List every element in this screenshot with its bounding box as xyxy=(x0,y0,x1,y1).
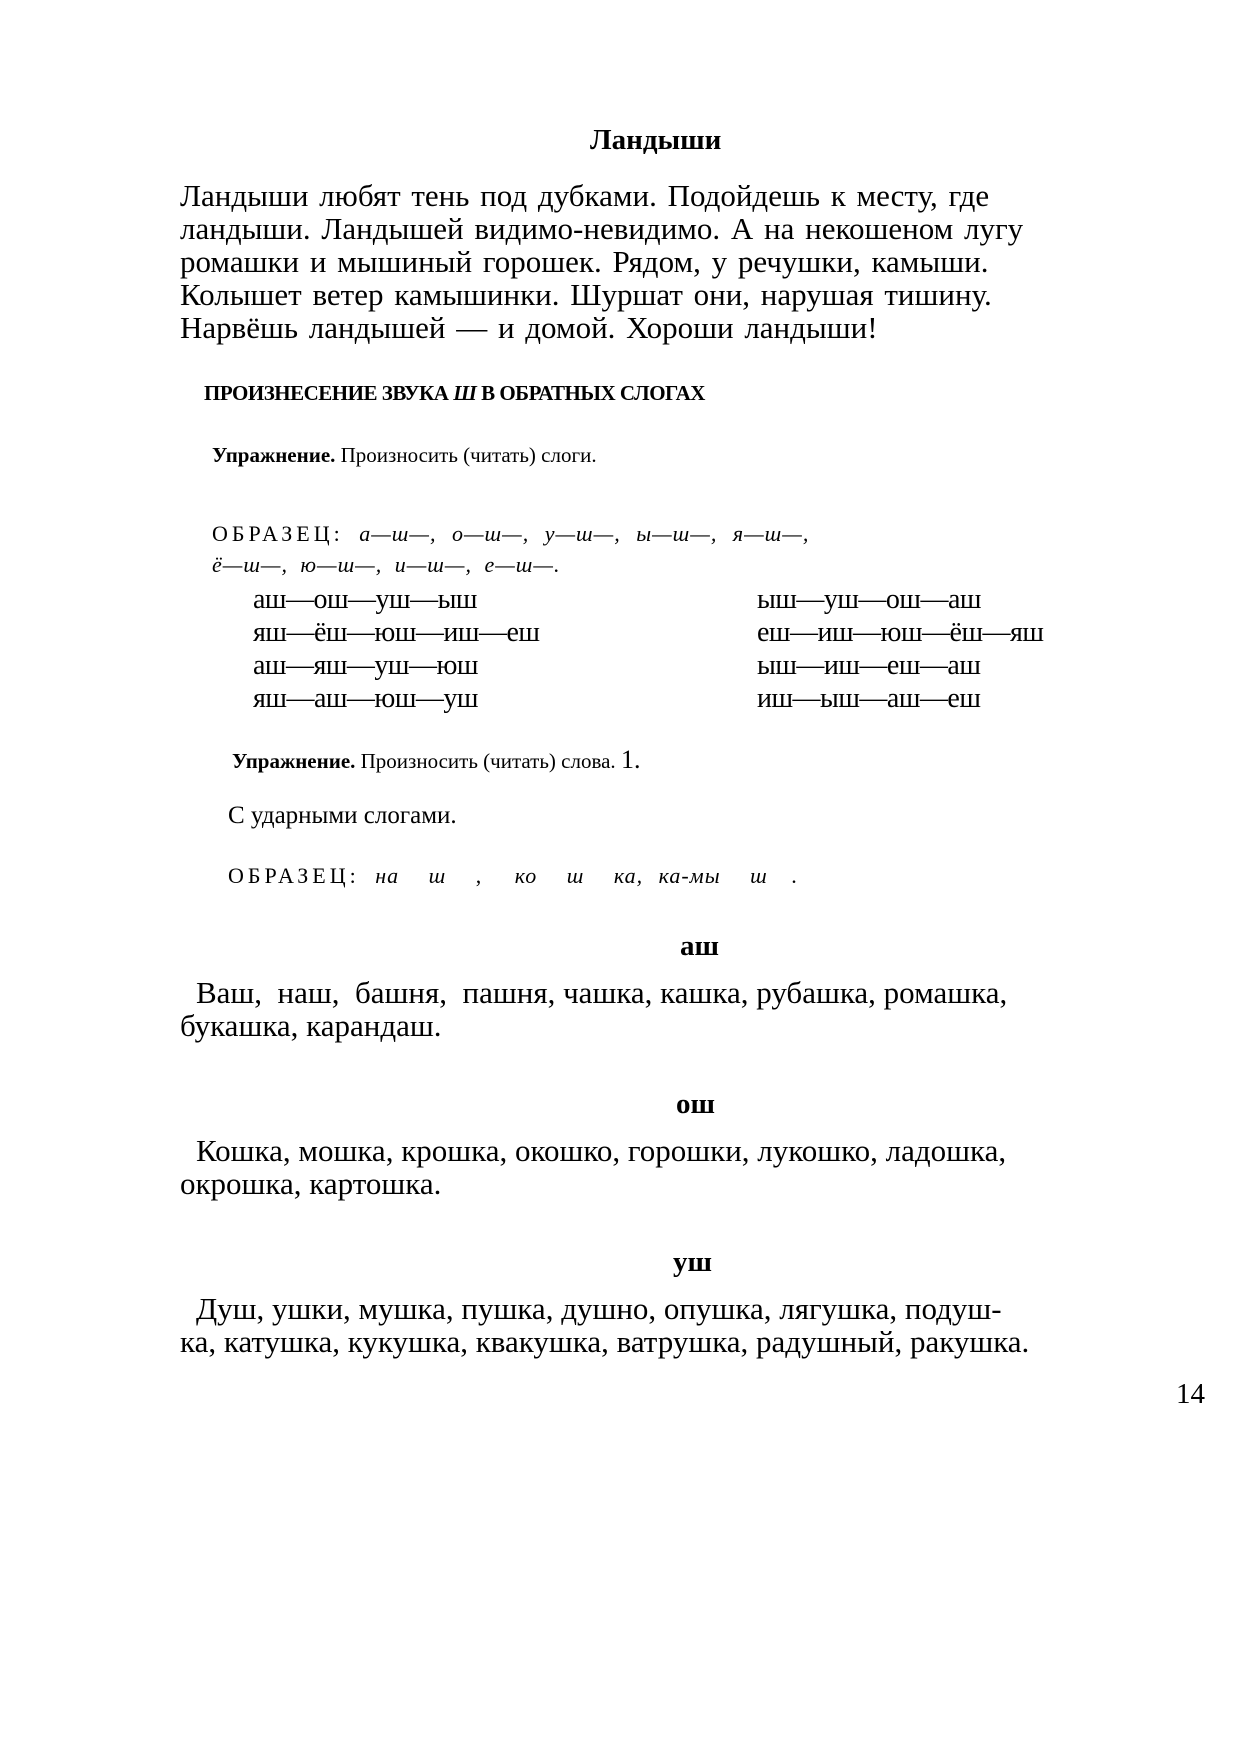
exercise-words xyxy=(232,745,640,775)
sample-item: ё—ш—, ю—ш—, и—ш—, е—ш—. xyxy=(212,552,561,577)
exercise-syllables xyxy=(212,443,597,468)
group-heading: аш xyxy=(680,930,719,962)
sample-label: ОБРАЗЕЦ: xyxy=(228,863,360,888)
syllable-row: ыш—иш—еш—аш xyxy=(757,650,981,681)
story-text xyxy=(180,179,1146,344)
syllable-row: еш—иш—юш—ёш—яш xyxy=(757,617,1044,648)
word-list xyxy=(180,1133,1206,1201)
syllable-row: яш—ёш—юш—иш—еш xyxy=(253,617,540,648)
story-title: Ландыши xyxy=(590,124,722,156)
story-line: ландыши. Ландышей видимо-невидимо. А на некошеном лугу xyxy=(180,211,1024,246)
stressed-caption: С ударными слогами. xyxy=(228,802,457,829)
word-line: ка, катушка, кукушка, квакушка, ватрушка, радушный, ракушка. xyxy=(180,1324,1030,1359)
sample-part: ка, xyxy=(613,863,644,888)
sample-label: ОБРАЗЕЦ: xyxy=(212,521,344,546)
sample-item: а—ш—, xyxy=(359,521,437,546)
sample-part: на xyxy=(375,863,400,888)
syllables-right-column xyxy=(757,583,1043,715)
story-line: Нарвёшь ландышей — и домой. Хороши ландыши! xyxy=(180,310,878,345)
word-line: Кошка, мошка, крошка, окошко, горошки, лукошко, ладошка, xyxy=(196,1133,1007,1168)
story-line: Ландыши любят тень под дубками. Подойдешь к месту, где xyxy=(180,178,990,213)
sample-item: я—ш—, xyxy=(732,521,810,546)
exercise-text: Произносить (читать) слоги. xyxy=(340,443,597,467)
sample-part: , xyxy=(475,863,486,888)
sample-part: ка-мы xyxy=(658,863,721,888)
word-line: Ваш, наш, башня, пашня, чашка, кашка, рубашка, ромашка, xyxy=(196,975,1008,1010)
sample-part: . xyxy=(791,863,801,888)
syllable-row: иш—ыш—аш—еш xyxy=(757,683,981,714)
syllable-row: ыш—уш—ош—аш xyxy=(757,584,981,615)
story-line: Колышет ветер камышинки. Шуршат они, нарушая тишину. xyxy=(180,277,992,312)
sample-item: ы—ш—, xyxy=(636,521,718,546)
exercise-number: 1. xyxy=(620,745,641,774)
exercise-label: Упражнение. xyxy=(212,443,336,467)
page-number: 14 xyxy=(1176,1378,1205,1410)
section-heading: ПРОИЗНЕСЕНИЕ ЗВУКА Ш В ОБРАТНЫХ СЛОГАХ xyxy=(204,381,705,405)
syllables-left-column xyxy=(253,583,539,715)
sample-words xyxy=(228,863,801,889)
group-heading: ош xyxy=(676,1088,715,1120)
sample-part: ко xyxy=(514,863,538,888)
word-list xyxy=(180,975,1206,1043)
syllable-row: аш—яш—уш—юш xyxy=(253,650,478,681)
sample-part: ш xyxy=(566,863,585,888)
syllable-row: аш—ош—уш—ыш xyxy=(253,584,477,615)
sample-line-2 xyxy=(212,552,560,578)
exercise-label: Упражнение. xyxy=(232,749,356,773)
sample-line-1 xyxy=(212,521,1152,547)
sample-item: о—ш—, xyxy=(451,521,530,546)
group-heading: уш xyxy=(673,1246,712,1278)
syllable-row: яш—аш—юш—уш xyxy=(253,683,478,714)
story-line: ромашки и мышиный горошек. Рядом, у речушки, камыши. xyxy=(180,244,989,279)
word-list xyxy=(180,1291,1206,1359)
sample-part: ш xyxy=(428,863,447,888)
sample-part: ш xyxy=(750,863,768,888)
word-line: Душ, ушки, мушка, пушка, душно, опушка, лягушка, подуш- xyxy=(196,1291,1002,1326)
word-line: окрошка, картошка. xyxy=(180,1166,442,1201)
section-letter: Ш xyxy=(453,381,477,405)
exercise-text: Произносить (читать) слова. xyxy=(360,749,616,773)
sample-item: у—ш—, xyxy=(544,521,621,546)
word-line: букашка, карандаш. xyxy=(180,1008,442,1043)
